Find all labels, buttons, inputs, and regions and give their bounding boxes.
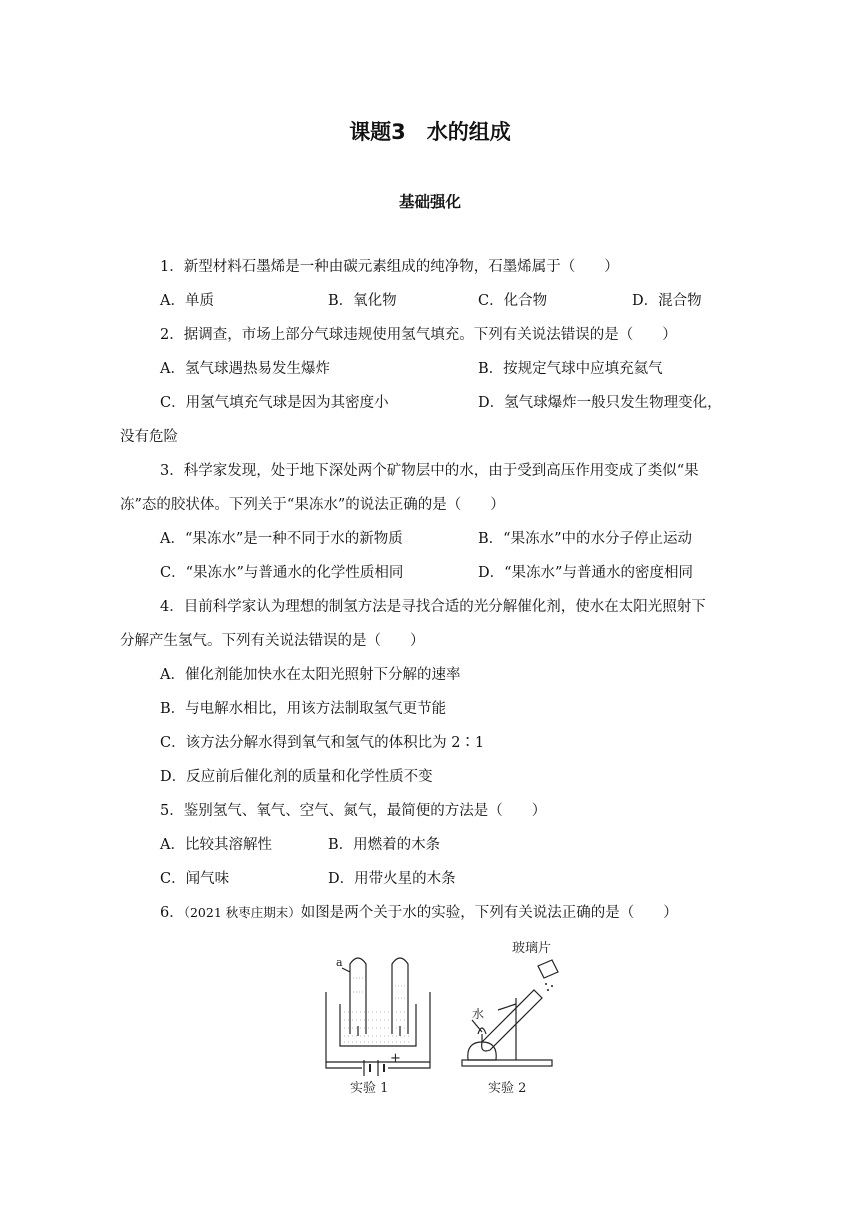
experiment-figure bbox=[322, 938, 572, 1098]
q2-stem: 2．据调查，市场上部分气球违规使用氢气填充。下列有关说法错误的是（ ） bbox=[160, 327, 677, 343]
water-pointer bbox=[472, 1020, 482, 1032]
vapor-drops bbox=[545, 983, 553, 991]
glass-slide bbox=[538, 960, 558, 978]
q4-option-d: D．反应前后催化剂的质量和化学性质不变 bbox=[160, 769, 433, 785]
q6-number: 6． bbox=[160, 905, 184, 921]
q4-option-c: C．该方法分解水得到氧气和氢气的体积比为 2∶1 bbox=[160, 735, 485, 751]
q1-option-a: A．单质 bbox=[160, 293, 214, 309]
q3-option-b: B．“果冻水”中的水分子停止运动 bbox=[478, 531, 692, 547]
q1-option-d: D．混合物 bbox=[632, 293, 702, 309]
q3-stem-line1: 3．科学家发现，处于地下深处两个矿物层中的水，由于受到高压作用变成了类似“果 bbox=[160, 463, 699, 479]
q6-stem bbox=[160, 904, 678, 922]
q5-stem: 5．鉴别氢气、氧气、空气、氮气，最简便的方法是（ ） bbox=[160, 803, 547, 819]
water-container bbox=[340, 1004, 416, 1046]
clamp bbox=[498, 1004, 516, 1010]
q2-option-d-continued: 没有危险 bbox=[120, 429, 178, 445]
caption-experiment-2: 实验 2 bbox=[488, 1081, 527, 1096]
q1-option-c: C．化合物 bbox=[478, 293, 548, 309]
q4-stem-line2: 分解产生氢气。下列有关说法错误的是（ ） bbox=[120, 633, 425, 649]
label-a: a bbox=[336, 956, 343, 969]
q1-option-b: B．氧化物 bbox=[328, 293, 397, 309]
water-dots bbox=[344, 978, 412, 1042]
q3-stem-line2: 冻”态的胶状体。下列关于“果冻水”的说法正确的是（ ） bbox=[120, 497, 505, 513]
q6-text: 如图是两个关于水的实验，下列有关说法正确的是（ ） bbox=[300, 905, 678, 921]
q2-option-d: D．氢气球爆炸一般只发生物理变化， bbox=[478, 395, 722, 411]
caption-experiment-1: 实验 1 bbox=[350, 1081, 389, 1096]
q5-option-b: B．用燃着的木条 bbox=[328, 837, 441, 853]
q5-option-d: D．用带火星的木条 bbox=[328, 871, 456, 887]
q4-option-b: B．与电解水相比，用该方法制取氢气更节能 bbox=[160, 701, 447, 717]
q5-option-a: A．比较其溶解性 bbox=[160, 837, 272, 853]
experiment1-apparatus bbox=[326, 958, 430, 1068]
q1-stem: 1．新型材料石墨烯是一种由碳元素组成的纯净物，石墨烯属于（ ） bbox=[160, 259, 619, 275]
left-tube bbox=[350, 958, 366, 1034]
right-tube bbox=[392, 958, 408, 1034]
q4-stem-line1: 4．目前科学家认为理想的制氢方法是寻找合适的光分解催化剂，使水在太阳光照射下 bbox=[160, 599, 706, 615]
q5-option-c: C．闻气味 bbox=[160, 871, 230, 887]
q3-option-c: C．“果冻水”与普通水的化学性质相同 bbox=[160, 565, 404, 581]
left-wire bbox=[326, 1062, 362, 1068]
section-heading: 基础强化 bbox=[398, 193, 461, 211]
q2-option-a: A．氢气球遇热易发生爆炸 bbox=[160, 361, 330, 377]
stand-base bbox=[462, 1060, 552, 1066]
q4-option-a: A．催化剂能加快水在太阳光照射下分解的速率 bbox=[160, 667, 461, 683]
label-water: 水 bbox=[472, 1007, 485, 1021]
q3-option-d: D．“果冻水”与普通水的密度相同 bbox=[478, 565, 693, 581]
trough bbox=[326, 992, 430, 1062]
q6-source: （2021 秋枣庄期末） bbox=[183, 905, 301, 920]
q2-option-b: B．按规定气球中应填充氦气 bbox=[478, 361, 663, 377]
q3-option-a: A．“果冻水”是一种不同于水的新物质 bbox=[160, 531, 403, 547]
tilted-tube bbox=[482, 990, 542, 1051]
label-a-pointer bbox=[342, 968, 350, 972]
label-plus: + bbox=[390, 1051, 401, 1066]
q2-option-c: C．用氢气填充气球是因为其密度小 bbox=[160, 395, 389, 411]
label-glass-slide: 玻璃片 bbox=[512, 941, 552, 956]
page-title: 课题3 水的组成 bbox=[349, 120, 511, 144]
